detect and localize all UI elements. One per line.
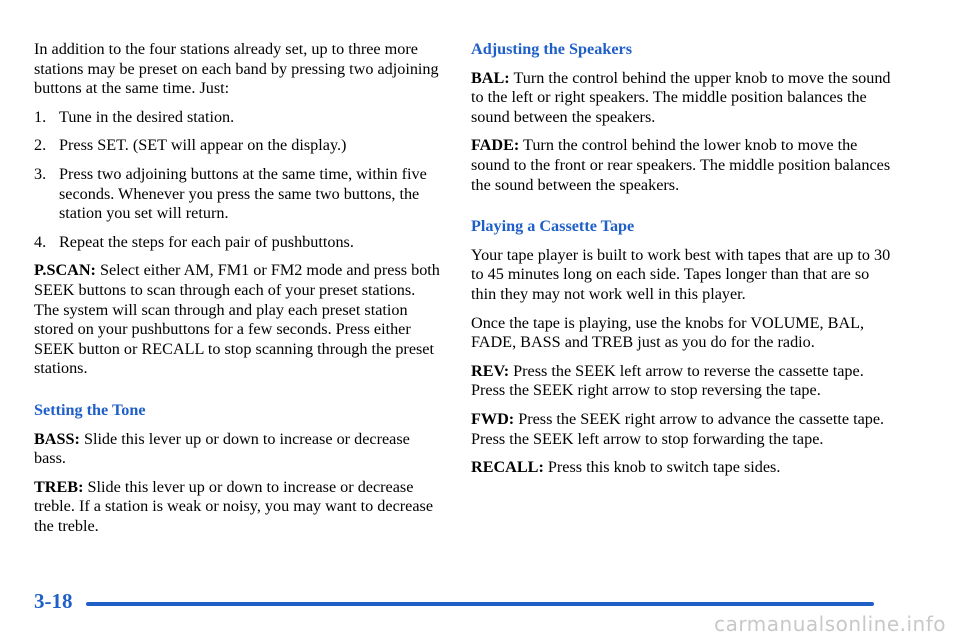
step-text: Press two adjoining buttons at the same time, within five seconds. Whenever you press the same two buttons, the station you set will return. [59,164,427,223]
cassette-heading: Playing a Cassette Tape [471,217,635,236]
page-number: 3-18 [34,589,73,613]
watermark: carmanualsonline.info [714,612,946,636]
pscan-paragraph [34,261,444,379]
setting-tone-heading: Setting the Tone [34,400,146,419]
bass-term: BASS: [34,429,80,448]
treb-paragraph [34,478,444,537]
adjusting-speakers-heading: Adjusting the Speakers [471,40,632,58]
bal-term: BAL: [471,68,510,87]
list-item [34,165,444,224]
left-column [34,40,444,545]
fade-term: FADE: [471,136,520,155]
cassette-paragraph-2: Once the tape is playing, use the knobs for VOLUME, BAL, FADE, BASS and TREB just as you do for the radio. [471,313,865,352]
list-item [34,108,444,128]
step-number: 1. [34,107,47,126]
pscan-term: P.SCAN: [34,261,96,280]
fade-paragraph [471,136,891,195]
preset-steps-list [34,108,444,253]
fwd-paragraph [471,410,891,449]
recall-paragraph [471,458,891,478]
recall-term: RECALL: [471,458,544,477]
step-text: Press SET. (SET will appear on the display.) [59,136,347,155]
step-number: 4. [34,232,47,251]
step-number: 3. [34,164,47,183]
fade-text: Turn the control behind the lower knob to move the sound to the front or rear speakers. The middle position balances the sound between the speakers. [471,136,891,194]
footer-rule [86,602,874,606]
step-text: Tune in the desired station. [59,107,235,126]
rev-paragraph [471,362,891,401]
pscan-text: Select either AM, FM1 or FM2 mode and press both SEEK buttons to scan through each of your preset stations. The system will scan through and play each preset station stored on your pushbuttons for a few seconds. Press either SEEK button or RECALL to stop scanning through the preset stations. [34,261,440,378]
bass-text: Slide this lever up or down to increase or decrease bass. [34,429,410,468]
recall-text: Press this knob to switch tape sides. [543,458,781,477]
bass-paragraph [34,430,444,469]
treb-text: Slide this lever up or down to increase or decrease treble. If a station is weak or noisy, you may want to decrease the treble. [34,477,434,535]
right-column [471,40,891,487]
list-item [34,136,444,156]
rev-text: Press the SEEK left arrow to reverse the cassette tape. Press the SEEK right arrow to stop reversing the tape. [471,361,864,400]
bal-text: Turn the control behind the upper knob to move the sound to the left or right speakers. The middle position balances the sound between the speakers. [471,68,891,126]
rev-term: REV: [471,361,510,380]
bal-paragraph [471,69,891,128]
list-item [34,233,444,253]
step-number: 2. [34,136,47,155]
treb-term: TREB: [34,477,84,496]
cassette-paragraph-1: Your tape player is built to work best with tapes that are up to 30 to 45 minutes long on each side. Tapes longer than that are so thin they may not work well in this player. [471,245,891,303]
intro-paragraph: In addition to the four stations already set, up to three more stations may be preset on each band by pressing two adjoining buttons at the same time. Just: [34,40,439,98]
step-text: Repeat the steps for each pair of pushbuttons. [59,232,354,251]
fwd-text: Press the SEEK right arrow to advance the cassette tape. Press the SEEK left arrow to stop forwarding the tape. [471,409,885,448]
fwd-term: FWD: [471,409,515,428]
